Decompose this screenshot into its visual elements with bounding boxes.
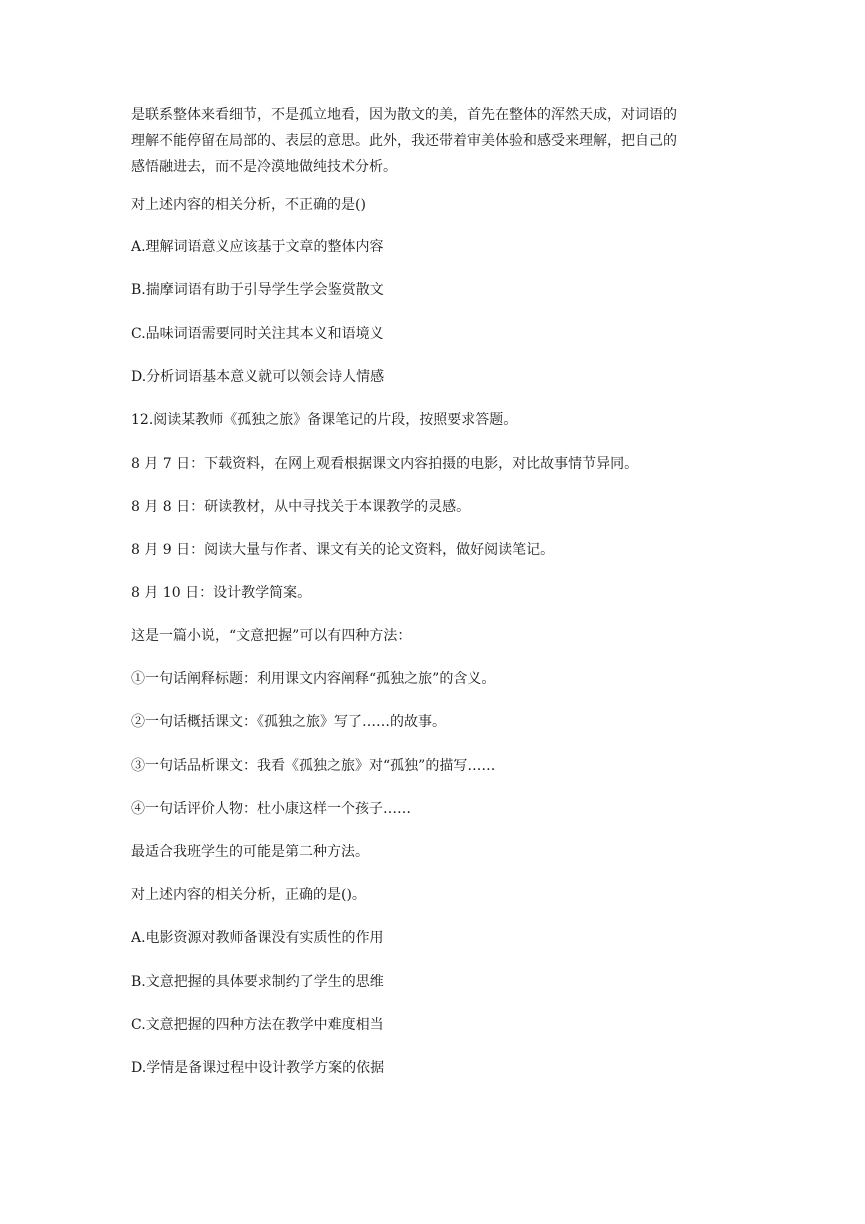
q11-option-b: B.揣摩词语有助于引导学生学会鉴赏散文 (131, 282, 384, 298)
q11-option-a: A.理解词语意义应该基于文章的整体内容 (131, 239, 384, 255)
question-12-stem: 对上述内容的相关分析，正确的是()。 (131, 887, 366, 903)
q11-option-c: C.品味词语需要同时关注其本义和语境义 (131, 326, 384, 342)
note-line: 8 月 7 日：下载资料，在网上观看根据课文内容拍摄的电影，对比故事情节异同。 (131, 456, 639, 472)
note-line: 这是一篇小说，“文意把握”可以有四种方法： (131, 628, 412, 644)
question-12-title: 12.阅读某教师《孤独之旅》备课笔记的片段，按照要求答题。 (131, 412, 518, 428)
note-line: 8 月 8 日：研读教材，从中寻找关于本课教学的灵感。 (131, 499, 471, 515)
note-line: ②一句话概括课文：《孤独之旅》写了……的故事。 (131, 714, 446, 730)
note-line: 最适合我班学生的可能是第二种方法。 (131, 844, 369, 860)
note-line: ④一句话评价人物：杜小康这样一个孩子…… (131, 801, 411, 817)
note-line: ①一句话阐释标题：利用课文内容阐释“孤独之旅”的含义。 (131, 671, 496, 687)
note-line: 8 月 10 日：设计教学简案。 (131, 585, 312, 601)
intro-paragraph (131, 102, 735, 180)
paragraph-line: 感悟融进去，而不是冷漠地做纯技术分析。 (131, 159, 397, 175)
paragraph-line: 是联系整体来看细节，不是孤立地看，因为散文的美，首先在整体的浑然天成，对词语的 (131, 107, 677, 123)
q12-option-c: C.文意把握的四种方法在教学中难度相当 (131, 1017, 384, 1033)
q12-option-a: A.电影资源对教师备课没有实质性的作用 (131, 930, 384, 946)
question-11-stem: 对上述内容的相关分析，不正确的是() (131, 197, 366, 213)
note-line: 8 月 9 日：阅读大量与作者、课文有关的论文资料，做好阅读笔记。 (131, 542, 555, 558)
paragraph-line: 理解不能停留在局部的、表层的意思。此外，我还带着审美体验和感受来理解，把自己的 (131, 133, 677, 149)
q12-option-d: D.学情是备课过程中设计教学方案的依据 (131, 1060, 385, 1076)
q12-option-b: B.文意把握的具体要求制约了学生的思维 (131, 974, 384, 990)
q11-option-d: D.分析词语基本意义就可以领会诗人情感 (131, 369, 385, 385)
note-line: ③一句话品析课文：我看《孤独之旅》对“孤独”的描写…… (131, 758, 496, 774)
